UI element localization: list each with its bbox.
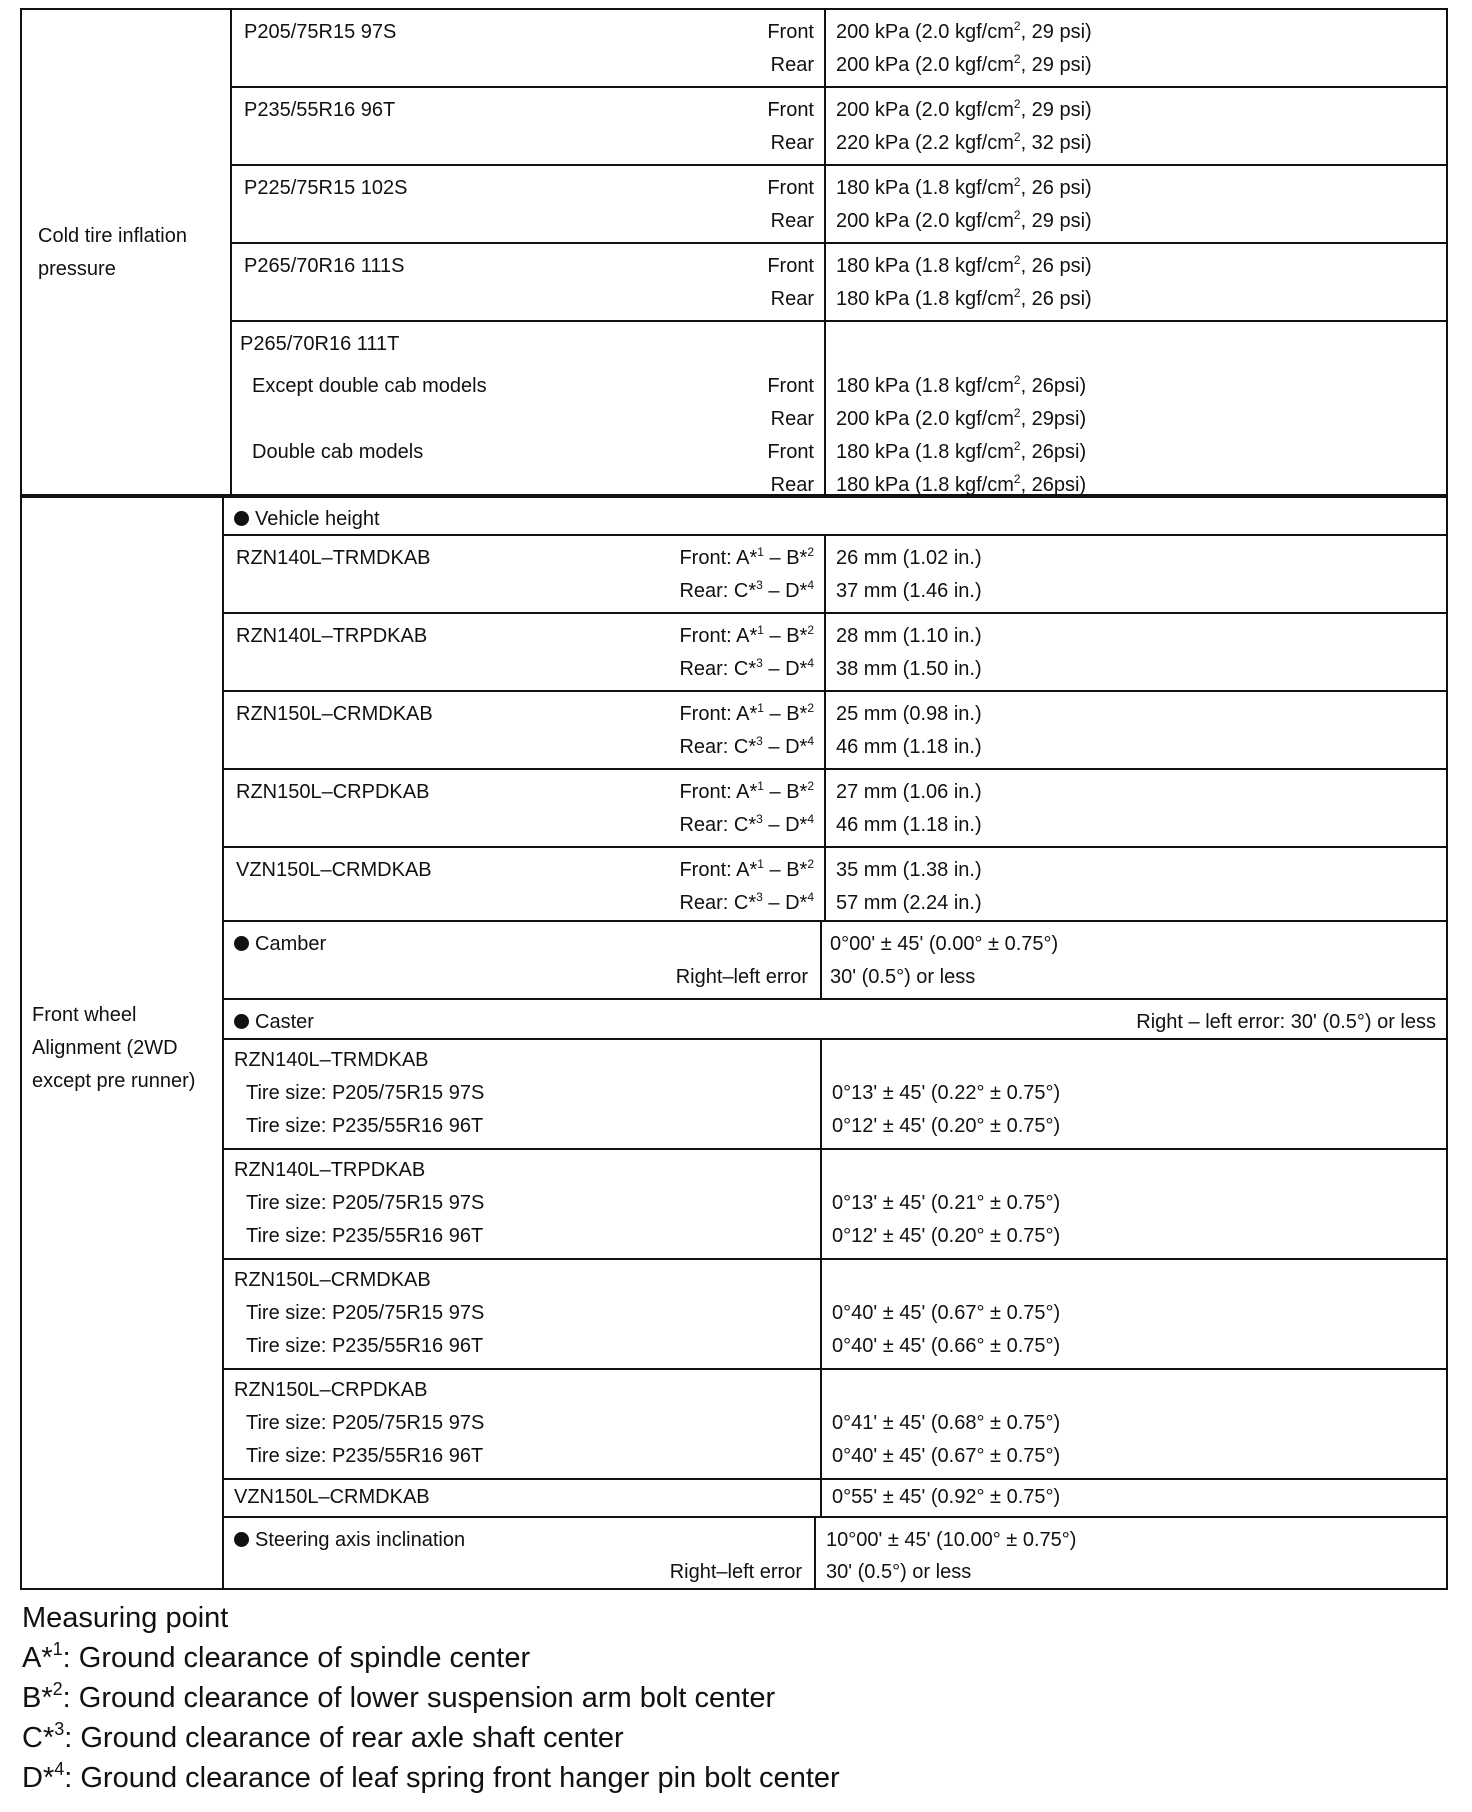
front-label: Front — [767, 21, 814, 43]
alignment-label-line: Alignment (2WD — [32, 1037, 178, 1059]
rear-pressure-value: 220 kPa (2.2 kgf/$cm^2$, 32 psi) — [836, 130, 1092, 154]
tire-group-line — [230, 242, 1448, 244]
steering-axis-right-left-value: 30' (0.5°) or less — [826, 1561, 972, 1583]
tire-value-divider — [824, 8, 826, 86]
caster-group-line — [222, 1258, 1448, 1260]
caster-tire-size: Tire size: P235/55R16 96T — [246, 1225, 484, 1247]
caster-tire-size: Tire size: P235/55R16 96T — [246, 1115, 484, 1137]
vehicle-height-rear-label: Rear: C*$^3$ – D*$^4$ — [679, 812, 814, 836]
vehicle-height-row-line — [222, 612, 1448, 614]
vehicle-model: RZN140L–TRMDKAB — [236, 547, 431, 569]
front-label: Front — [767, 441, 814, 463]
vehicle-height-front-value: 35 mm (1.38 in.) — [836, 859, 982, 881]
vehicle-height-rear-label: Rear: C*$^3$ – D*$^4$ — [679, 890, 814, 914]
cab-model-label: Double cab models — [252, 441, 424, 463]
alignment-label-line: except pre runner) — [32, 1070, 196, 1092]
caster-value: 0°40' ± 45' (0.67° ± 0.75°) — [832, 1302, 1061, 1324]
footnote-mark: A*$^1$ — [22, 1639, 63, 1674]
caster-value: 0°40' ± 45' (0.66° ± 0.75°) — [832, 1335, 1061, 1357]
caster-value: 0°12' ± 45' (0.20° ± 0.75°) — [832, 1225, 1061, 1247]
tire-value-divider — [824, 86, 826, 164]
caster-divider — [820, 1478, 822, 1516]
vehicle-height-front-label: Front: A*$^1$ – B*$^2$ — [679, 779, 814, 803]
front-pressure-value: 200 kPa (2.0 kgf/$cm^2$, 29 psi) — [836, 19, 1092, 43]
pressure-value: 200 kPa (2.0 kgf/$cm^2$, 29psi) — [836, 406, 1087, 430]
tire-size: P205/75R15 97S — [244, 21, 397, 43]
vehicle-height-header-line — [222, 534, 1448, 536]
pressure-value: 180 kPa (1.8 kgf/$cm^2$, 26psi) — [836, 439, 1087, 463]
caster-divider — [820, 1368, 822, 1478]
bullet-icon — [234, 1532, 249, 1547]
caster-header: Caster — [234, 1010, 314, 1034]
vehicle-height-row-line — [222, 690, 1448, 692]
camber-value: 0°00' ± 45' (0.00° ± 0.75°) — [830, 933, 1059, 955]
alignment-divider — [222, 496, 224, 1590]
rear-pressure-value: 200 kPa (2.0 kgf/$cm^2$, 29 psi) — [836, 208, 1092, 232]
bullet-icon — [234, 936, 249, 951]
vehicle-model: VZN150L–CRMDKAB — [236, 859, 432, 881]
footnote-text: : Ground clearance of spindle center — [62, 1642, 531, 1674]
vehicle-height-front-label: Front: A*$^1$ – B*$^2$ — [679, 623, 814, 647]
camber-header: Camber — [234, 932, 326, 956]
vehicle-height-front-label: Front: A*$^1$ – B*$^2$ — [679, 701, 814, 725]
caster-value: 0°13' ± 45' (0.22° ± 0.75°) — [832, 1082, 1061, 1104]
vehicle-height-front-value: 27 mm (1.06 in.) — [836, 781, 982, 803]
tire-pressure-divider — [230, 8, 232, 496]
caster-tire-size: Tire size: P235/55R16 96T — [246, 1445, 484, 1467]
vehicle-height-row-line — [222, 846, 1448, 848]
tire-group-line — [230, 86, 1448, 88]
pressure-value: 180 kPa (1.8 kgf/$cm^2$, 26psi) — [836, 472, 1087, 496]
tire-pressure-section-label: Cold tire inflation pressure — [38, 225, 187, 280]
steering-axis-value: 10°00' ± 45' (10.00° ± 0.75°) — [826, 1529, 1077, 1551]
caster-value: 0°41' ± 45' (0.68° ± 0.75°) — [832, 1412, 1061, 1434]
footnote-mark: D*$^4$ — [22, 1759, 65, 1794]
tire-size: P235/55R16 96T — [244, 99, 396, 121]
footnote-mark: C*$^3$ — [22, 1719, 65, 1754]
tire-size: P265/70R16 111S — [244, 255, 405, 277]
caster-group-line — [222, 1148, 1448, 1150]
steering-axis-right-left-label: Right–left error — [669, 1561, 802, 1583]
vehicle-height-header: Vehicle height — [234, 507, 380, 531]
front-label: Front — [767, 177, 814, 199]
caster-value: 0°40' ± 45' (0.67° ± 0.75°) — [832, 1445, 1061, 1467]
caster-tire-size: Tire size: P205/75R15 97S — [246, 1302, 485, 1324]
camber-divider — [820, 920, 822, 998]
rear-pressure-value: 200 kPa (2.0 kgf/$cm^2$, 29 psi) — [836, 52, 1092, 76]
vehicle-height-rear-value: 57 mm (2.24 in.) — [836, 892, 982, 914]
rear-label: Rear — [770, 288, 814, 310]
caster-model: VZN150L–CRMDKAB — [234, 1486, 430, 1508]
vehicle-height-divider — [824, 690, 826, 768]
front-pressure-value: 180 kPa (1.8 kgf/$cm^2$, 26 psi) — [836, 175, 1092, 199]
vehicle-model: RZN150L–CRPDKAB — [236, 781, 430, 803]
vehicle-height-divider — [824, 768, 826, 846]
tire-value-divider — [824, 320, 826, 496]
caster-value: 0°55' ± 45' (0.92° ± 0.75°) — [832, 1486, 1061, 1508]
vehicle-height-divider — [824, 534, 826, 612]
tire-group-line — [230, 164, 1448, 166]
caster-model: RZN140L–TRMDKAB — [234, 1049, 429, 1071]
caster-group-line — [222, 1478, 1448, 1480]
vehicle-height-rear-value: 38 mm (1.50 in.) — [836, 658, 982, 680]
front-pressure-value: 180 kPa (1.8 kgf/$cm^2$, 26 psi) — [836, 253, 1092, 277]
vehicle-height-rear-value: 46 mm (1.18 in.) — [836, 814, 982, 836]
caster-divider — [820, 1038, 822, 1148]
caster-divider — [820, 1148, 822, 1258]
footnote-item — [22, 1638, 530, 1678]
rear-label: Rear — [770, 474, 814, 496]
footnote-text: : Ground clearance of rear axle shaft center — [64, 1722, 624, 1754]
bullet-icon — [234, 1014, 249, 1029]
footnote-mark: B*$^2$ — [22, 1679, 63, 1714]
footnote-text: : Ground clearance of leaf spring front hanger pin bolt center — [64, 1762, 840, 1794]
caster-value: 0°13' ± 45' (0.21° ± 0.75°) — [832, 1192, 1061, 1214]
rear-label: Rear — [770, 54, 814, 76]
caster-tire-size: Tire size: P205/75R15 97S — [246, 1192, 485, 1214]
footnote-item — [22, 1678, 775, 1718]
vehicle-height-divider — [824, 612, 826, 690]
caster-model: RZN140L–TRPDKAB — [234, 1159, 426, 1181]
vehicle-height-row-line — [222, 768, 1448, 770]
rear-label: Rear — [770, 132, 814, 154]
vehicle-height-divider — [824, 846, 826, 920]
vehicle-height-rear-label: Rear: C*$^3$ – D*$^4$ — [679, 578, 814, 602]
tire-value-divider — [824, 242, 826, 320]
front-pressure-value: 200 kPa (2.0 kgf/$cm^2$, 29 psi) — [836, 97, 1092, 121]
camber-top-line — [222, 920, 1448, 922]
steering-axis-header: Steering axis inclination — [234, 1528, 465, 1552]
steering-axis-divider — [814, 1516, 816, 1590]
caster-divider — [820, 1258, 822, 1368]
rear-label: Rear — [770, 210, 814, 232]
caster-model: RZN150L–CRPDKAB — [234, 1379, 428, 1401]
rear-pressure-value: 180 kPa (1.8 kgf/$cm^2$, 26 psi) — [836, 286, 1092, 310]
vehicle-height-front-value: 28 mm (1.10 in.) — [836, 625, 982, 647]
caster-group-line — [222, 1368, 1448, 1370]
tire-group-line — [230, 320, 1448, 322]
caster-value: 0°12' ± 45' (0.20° ± 0.75°) — [832, 1115, 1061, 1137]
bullet-icon — [234, 511, 249, 526]
alignment-label-line: Front wheel — [32, 1004, 137, 1026]
camber-right-left-label: Right–left error — [675, 966, 808, 988]
rear-label: Rear — [770, 408, 814, 430]
vehicle-height-front-label: Front: A*$^1$ – B*$^2$ — [679, 857, 814, 881]
caster-tire-size: Tire size: P235/55R16 96T — [246, 1335, 484, 1357]
vehicle-height-front-value: 26 mm (1.02 in.) — [836, 547, 982, 569]
pressure-value: 180 kPa (1.8 kgf/$cm^2$, 26psi) — [836, 373, 1087, 397]
steering-axis-top-line — [222, 1516, 1448, 1518]
vehicle-height-front-value: 25 mm (0.98 in.) — [836, 703, 982, 725]
caster-top-line — [222, 998, 1448, 1000]
vehicle-model: RZN140L–TRPDKAB — [236, 625, 428, 647]
vehicle-height-front-label: Front: A*$^1$ – B*$^2$ — [679, 545, 814, 569]
caster-header-line — [222, 1038, 1448, 1040]
front-label: Front — [767, 255, 814, 277]
vehicle-height-rear-label: Rear: C*$^3$ – D*$^4$ — [679, 734, 814, 758]
footnote-item — [22, 1718, 624, 1758]
tire-size: P225/75R15 102S — [244, 177, 408, 199]
cab-model-label: Except double cab models — [252, 375, 487, 397]
tire-size: P265/70R16 111T — [240, 333, 400, 355]
caster-tire-size: Tire size: P205/75R15 97S — [246, 1082, 485, 1104]
caster-tire-size: Tire size: P205/75R15 97S — [246, 1412, 485, 1434]
caster-model: RZN150L–CRMDKAB — [234, 1269, 431, 1291]
front-label: Front — [767, 99, 814, 121]
vehicle-height-rear-label: Rear: C*$^3$ – D*$^4$ — [679, 656, 814, 680]
footnote-text: : Ground clearance of lower suspension arm bolt center — [62, 1682, 776, 1714]
tire-value-divider — [824, 164, 826, 242]
vehicle-model: RZN150L–CRMDKAB — [236, 703, 433, 725]
footnote-title: Measuring point — [22, 1602, 229, 1634]
camber-right-left-value: 30' (0.5°) or less — [830, 966, 976, 988]
caster-right-left-error: Right – left error: 30' (0.5°) or less — [1136, 1011, 1436, 1033]
front-label: Front — [767, 375, 814, 397]
vehicle-height-rear-value: 37 mm (1.46 in.) — [836, 580, 982, 602]
footnote-item — [22, 1758, 840, 1798]
vehicle-height-rear-value: 46 mm (1.18 in.) — [836, 736, 982, 758]
